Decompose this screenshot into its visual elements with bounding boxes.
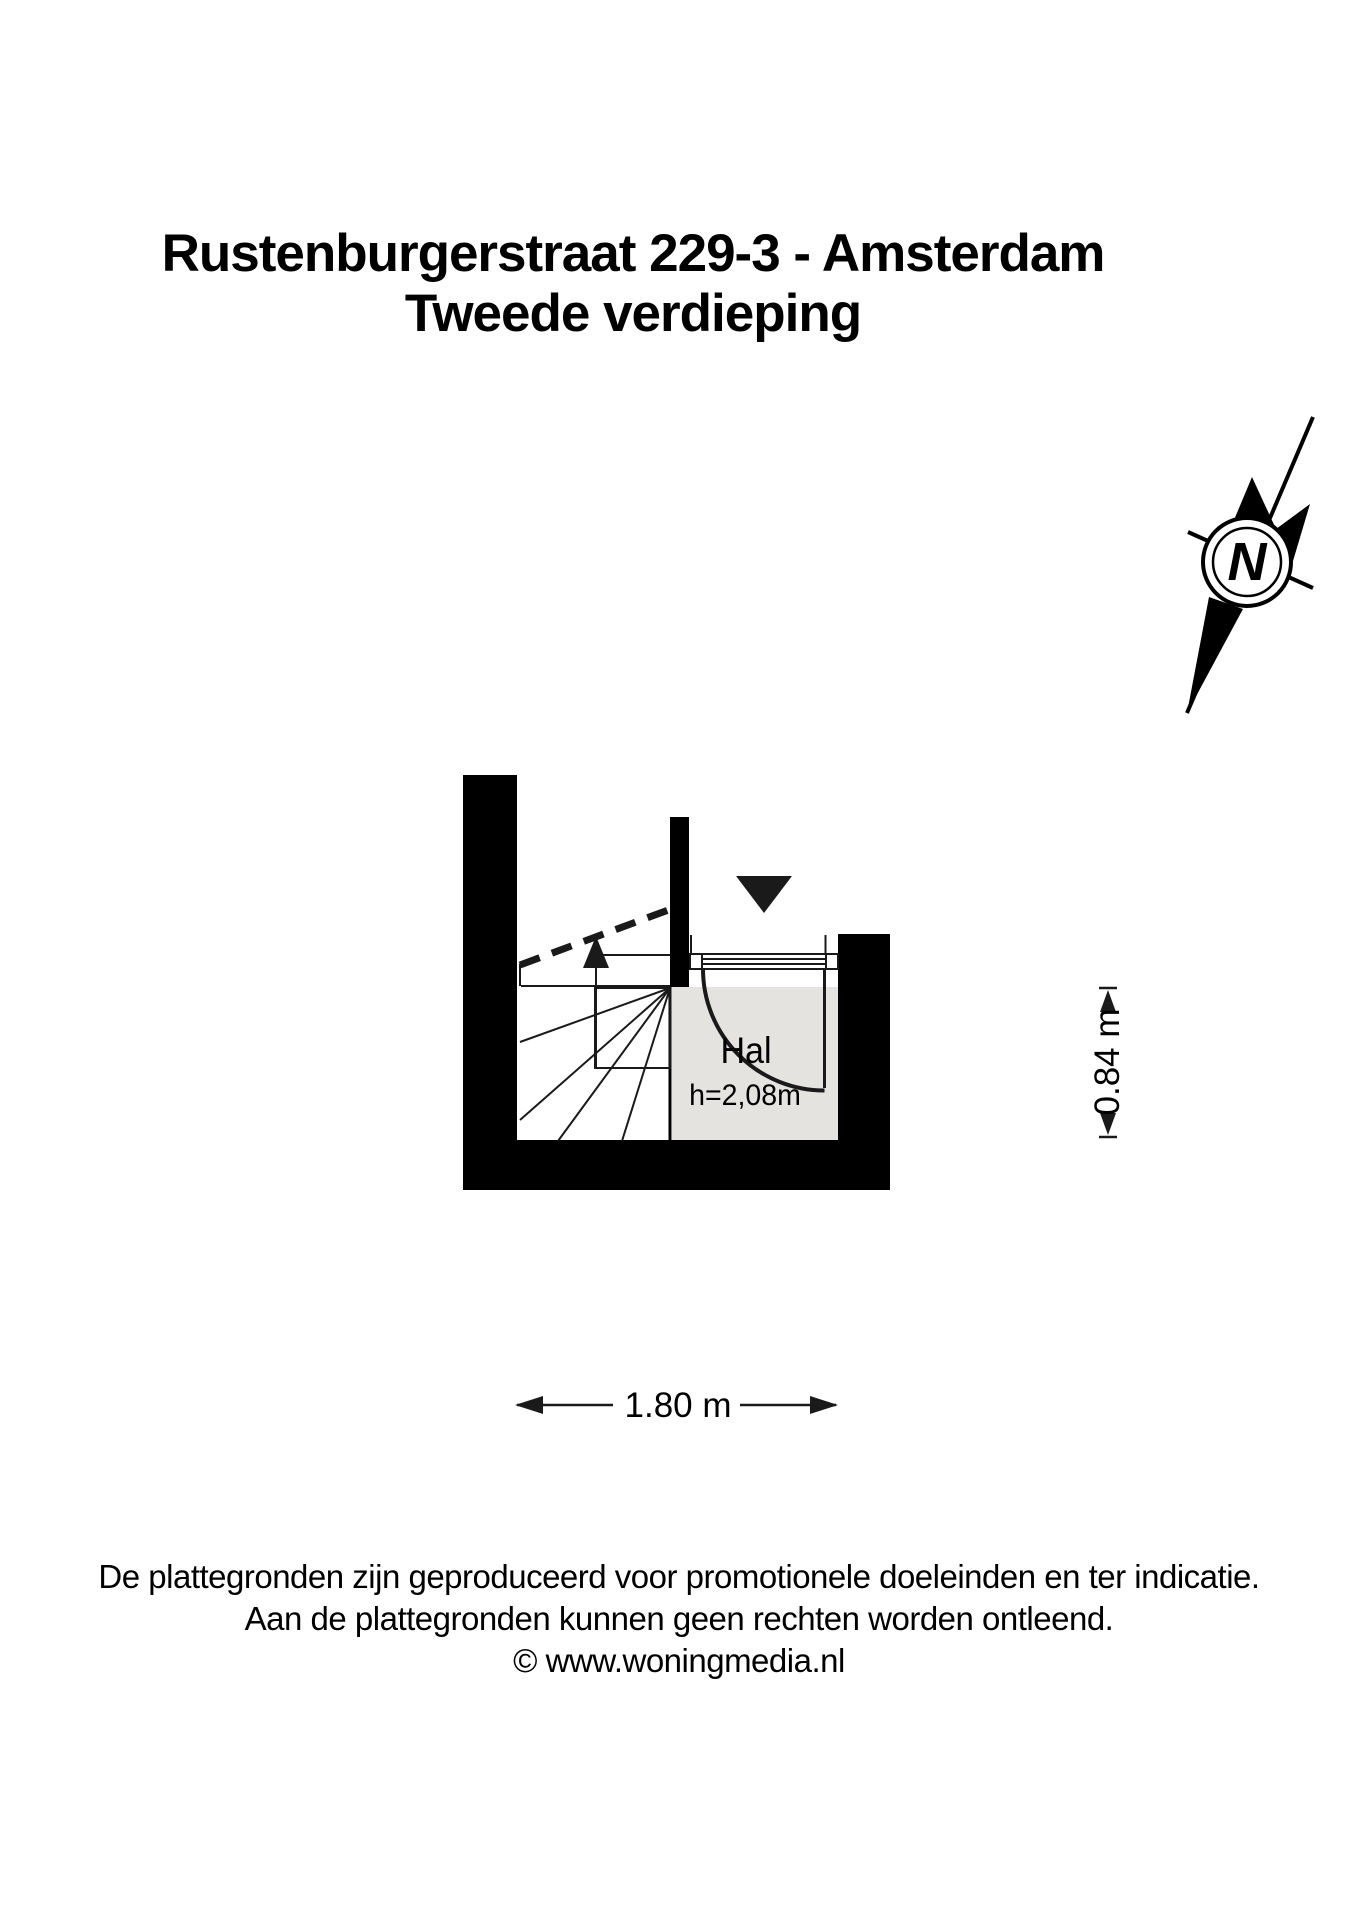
- compass-north-label: N: [1227, 532, 1267, 592]
- arrow-left-icon: [515, 1396, 543, 1414]
- staircase: [520, 909, 671, 1141]
- width-dimension-label: 1.80 m: [624, 1386, 732, 1425]
- title-floor: Tweede verdieping: [404, 284, 862, 343]
- disclaimer-line-2: Aan de plattegronden kunnen geen rechten worden ontleend.: [244, 1600, 1114, 1637]
- height-dimension-label: 0.84 m: [1088, 1008, 1127, 1116]
- disclaimer-line-1: De plattegronden zijn geproduceerd voor promotionele doeleinden en ter indicatie.: [98, 1558, 1260, 1595]
- room-name-label: Hal: [720, 1030, 772, 1071]
- disclaimer: [0, 1556, 1358, 1682]
- copyright-line: © www.woningmedia.nl: [513, 1642, 845, 1679]
- middle-wall: [670, 817, 689, 987]
- title-address: Rustenburgerstraat 229-3 - Amsterdam: [161, 224, 1105, 283]
- compass-south-spike: [1187, 597, 1243, 713]
- entry-arrow-icon: [736, 876, 792, 913]
- arrow-right-icon: [810, 1396, 838, 1414]
- bottom-wall: [463, 1140, 890, 1190]
- door-threshold: [690, 954, 838, 969]
- left-wall: [463, 775, 517, 1190]
- room-ceiling-height-label: h=2,08m: [689, 1079, 801, 1112]
